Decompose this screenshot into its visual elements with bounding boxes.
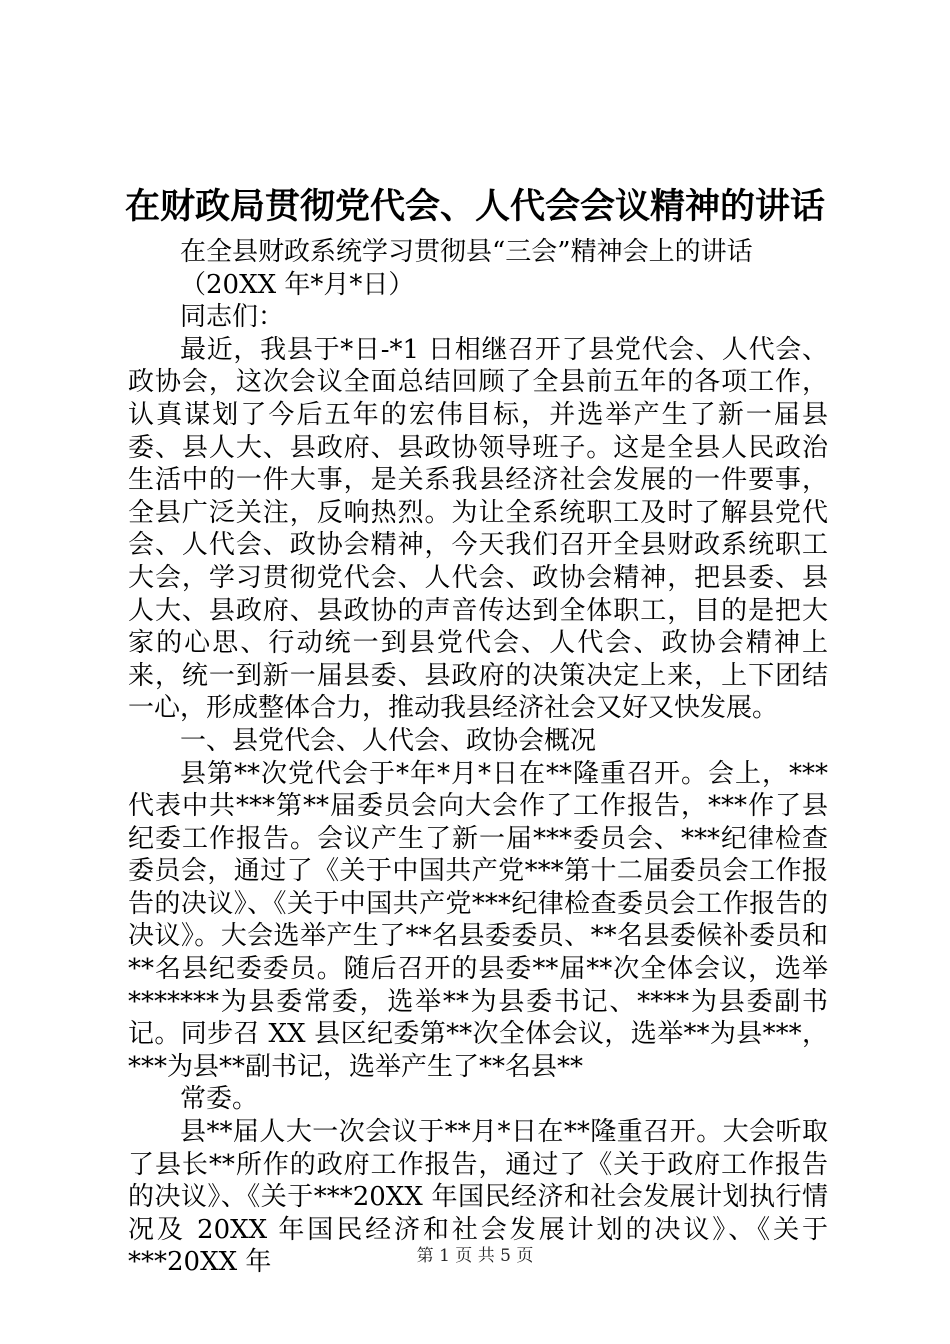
page-number: 第 1 页 共 5 页 [416,1246,534,1266]
speech-date: （20XX 年*月*日） [180,269,415,300]
paragraph-fragment: 常委。 [180,1084,259,1115]
salutation: 同志们： [180,302,285,333]
paragraph-intro: 最近，我县于*日-*1 日相继召开了县党代会、人代会、政协会，这次会议全面总结回顾了全县前五年的各项工作，认真谋划了今后五年的宏伟目标，并选举产生了新一届县委、县人大、县政府、县政协领导班子。这是全县人民政治生活中的一件大事，是关系我县经济社会发展的一件要事，全县广泛关注，反响热烈。为让全系统职工及时了解县党代会、人代会、政协会精神，今天我们召开全县财政系统职工大会，学习贯彻党代会、人代会、政协会精神，把县委、县人大、县政府、县政协的声音传达到全体职工，目的是把大家的心思、行动统一到县党代会、人代会、政协会精神上来，统一到新一届县委、县政府的决策决定上来，上下团结一心，形成整体合力，推动我县经济社会又好又快发展。 [128,334,828,724]
paragraph-peoples-congress: 县**届人大一次会议于**月*日在**隆重召开。大会听取了县长**所作的政府工作报告，通过了《关于政府工作报告的决议》、《关于***20XX 年国民经济和社会发展计划执行情况及 20XX 年国民经济和社会发展计划的决议》、《关于***20XX 年 [128,1117,828,1278]
section-heading: 一、县党代会、人代会、政协会概况 [180,725,597,756]
document-body [128,236,828,1279]
document-title: 在财政局贯彻党代会、人代会会议精神的讲话 [124,187,825,227]
speech-subtitle: 在全县财政系统学习贯彻县“三会”精神会上的讲话 [180,237,753,267]
paragraph-party-congress: 县第**次党代会于*年*月*日在**隆重召开。会上，***代表中共***第**届委员会向大会作了工作报告，***作了县纪委工作报告。会议产生了新一届***委员会、***纪律检查委员会，通过了《关于中国共产党***第十二届委员会工作报告的决议》、《关于中国共产党***纪律检查委员会工作报告的决议》。大会选举产生了**名县委委员、**名县委候补委员和**名县纪委委员。随后召开的县委**届**次全体会议，选举*******为县委常委，选举**为县委书记、****为县委副书记。同步召 XX 县区纪委第**次全体会议，选举**为县***，***为县**副书记，选举产生了**名县** [128,758,828,1082]
